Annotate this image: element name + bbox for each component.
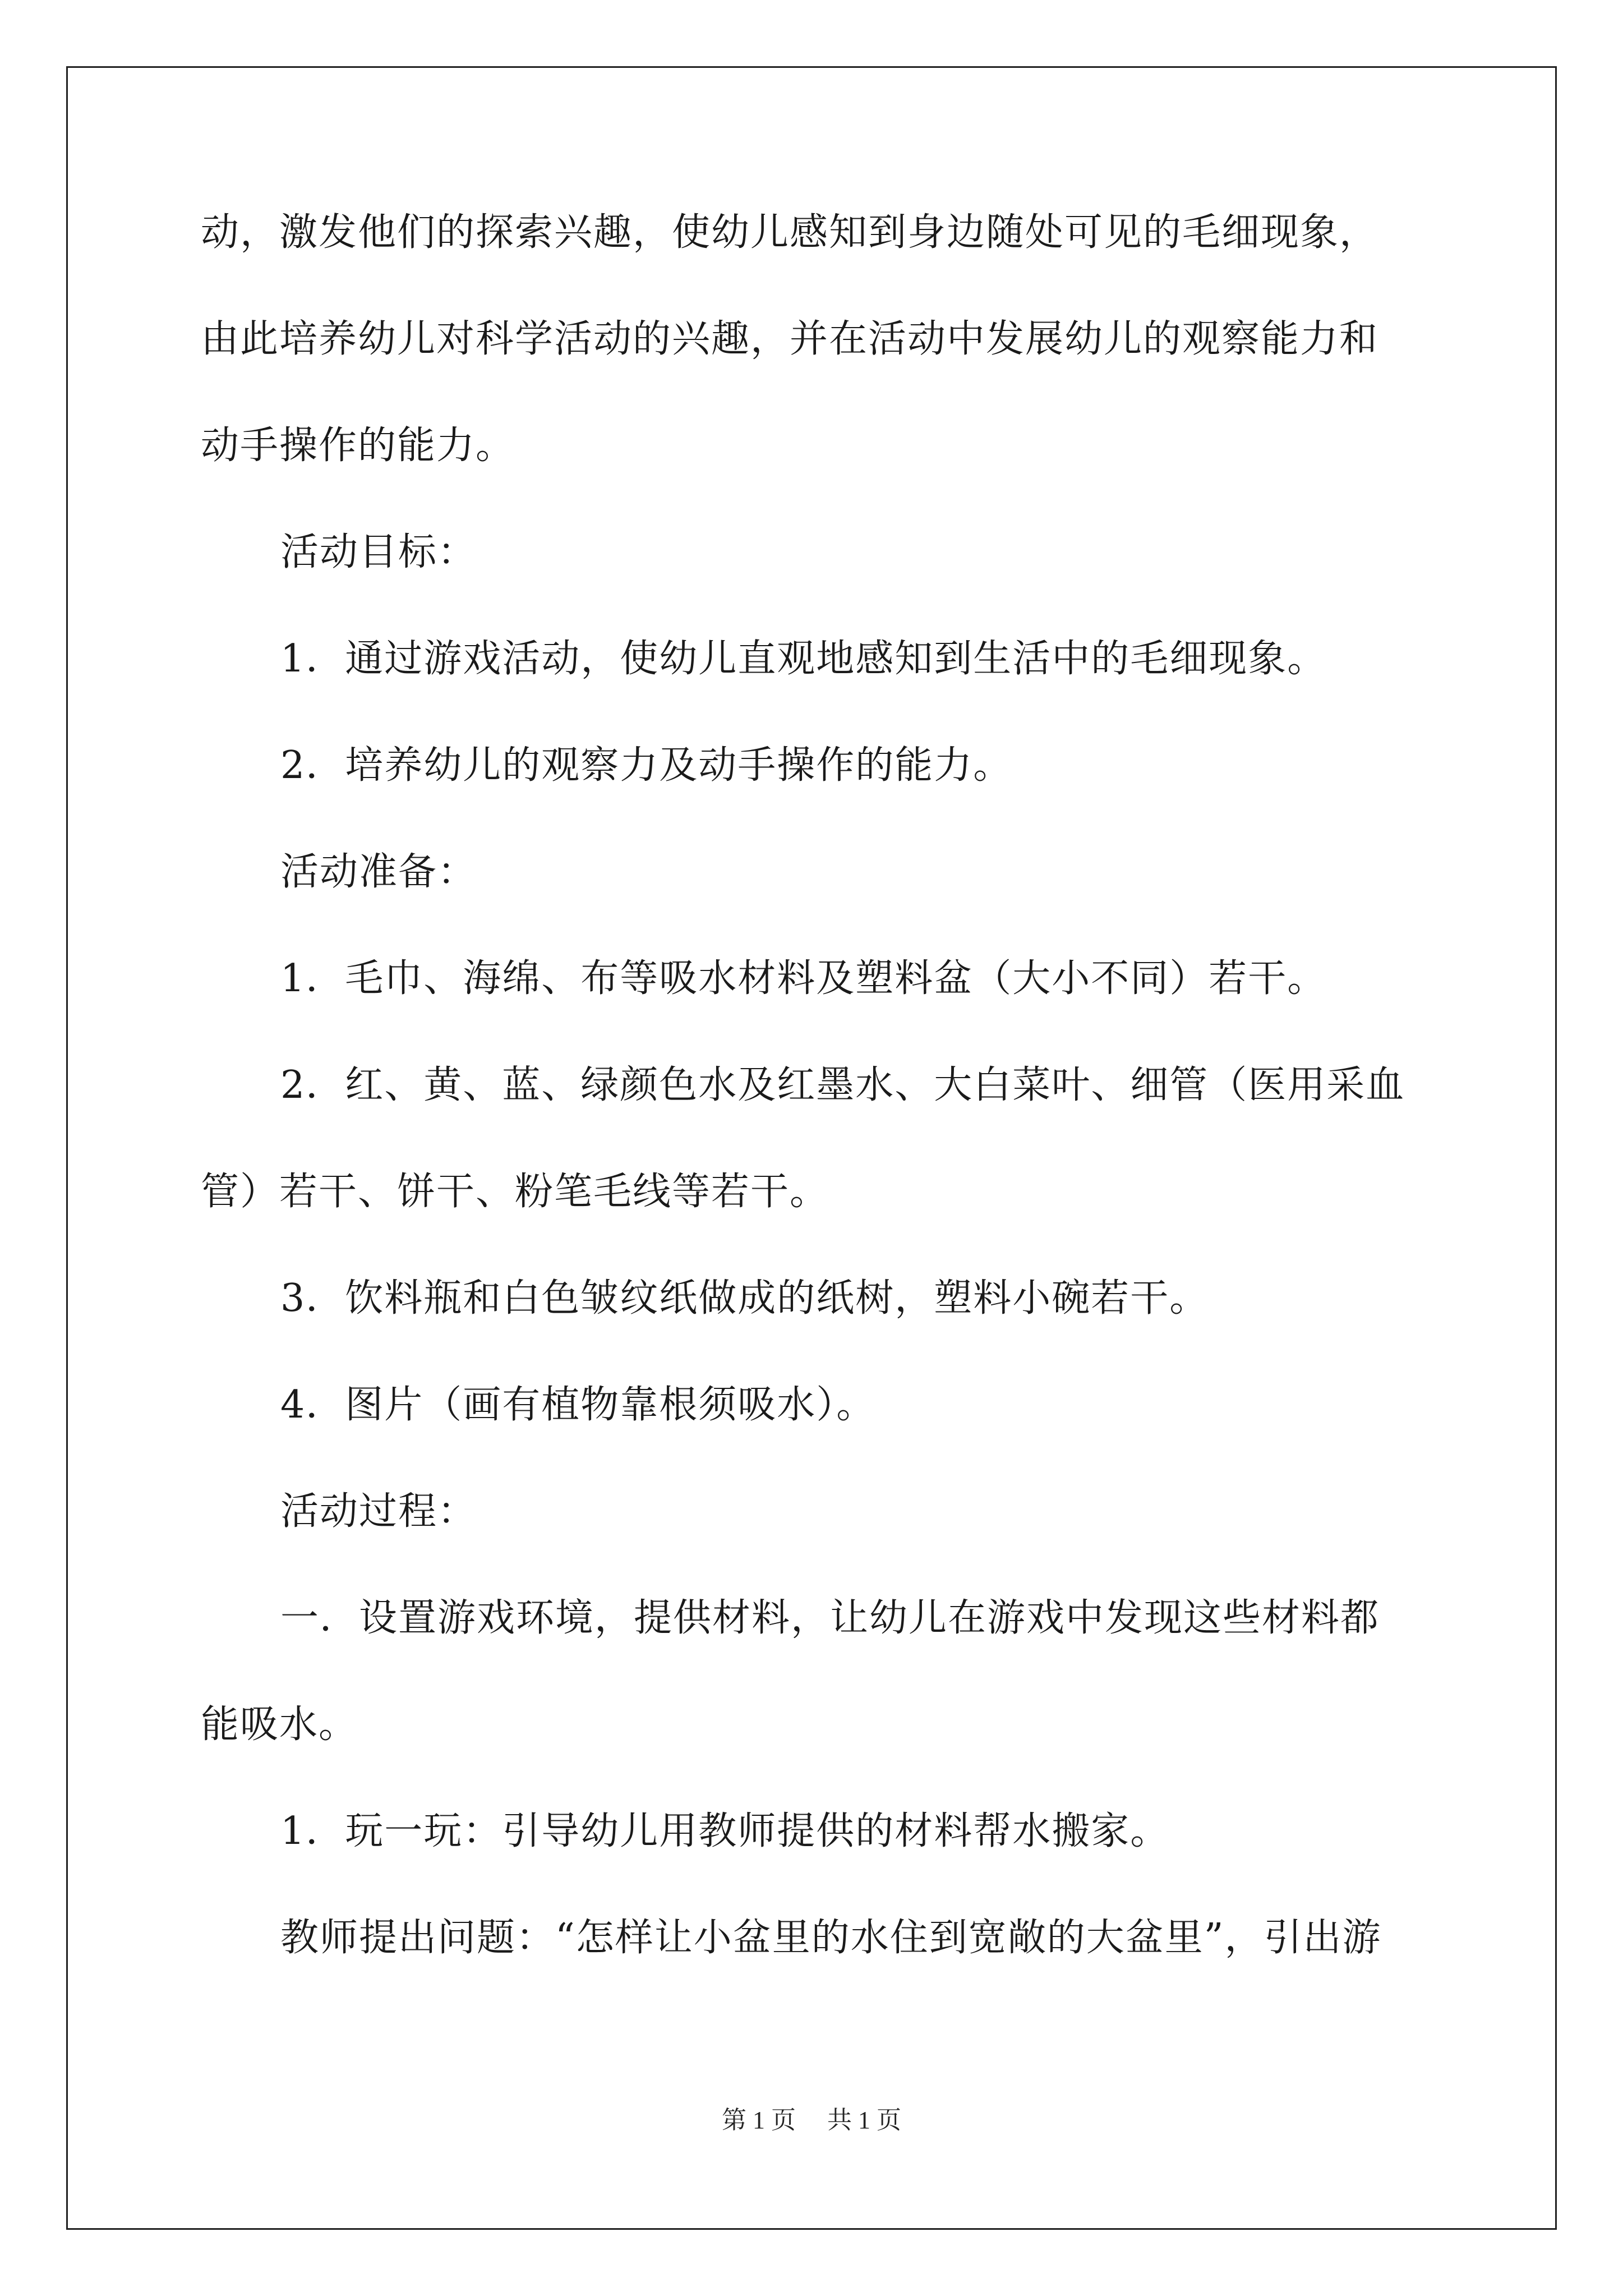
text-line: 动，激发他们的探索兴趣，使幼儿感知到身边随处可见的毛细现象， bbox=[201, 210, 1379, 255]
text-line: 1．毛巾、海绵、布等吸水材料及塑料盆（大小不同）若干。 bbox=[280, 956, 1327, 1001]
text-line: 管）若干、饼干、粉笔毛线等若干。 bbox=[201, 1170, 829, 1214]
text-line: 4．图片（画有植物靠根须吸水）。 bbox=[280, 1383, 876, 1427]
text-line: 2．红、黄、蓝、绿颜色水及红墨水、大白菜叶、细管（医用采血 bbox=[280, 1063, 1405, 1107]
text-line: 3．饮料瓶和白色皱纹纸做成的纸树，塑料小碗若干。 bbox=[280, 1276, 1209, 1320]
section-heading: 活动目标： bbox=[280, 530, 477, 574]
page-total: 共 1 页 bbox=[827, 2106, 901, 2134]
text-line: 动手操作的能力。 bbox=[201, 424, 515, 468]
document-body bbox=[201, 202, 1435, 2014]
text-line: 能吸水。 bbox=[201, 1703, 358, 1747]
section-heading: 活动过程： bbox=[280, 1489, 477, 1534]
text-line: 教师提出问题：“怎样让小盆里的水住到宽敞的大盆里”，引出游 bbox=[280, 1916, 1382, 1960]
text-line: 1．玩一玩：引导幼儿用教师提供的材料帮水搬家。 bbox=[280, 1809, 1170, 1853]
page-footer bbox=[0, 2104, 1623, 2137]
text-line: 由此培养幼儿对科学活动的兴趣，并在活动中发展幼儿的观察能力和 bbox=[201, 317, 1379, 361]
text-line: 1．通过游戏活动，使幼儿直观地感知到生活中的毛细现象。 bbox=[280, 637, 1327, 681]
text-line: 一．设置游戏环境，提供材料，让幼儿在游戏中发现这些材料都 bbox=[280, 1596, 1380, 1640]
page-number: 第 1 页 bbox=[722, 2106, 796, 2134]
section-heading: 活动准备： bbox=[280, 850, 477, 894]
text-line: 2．培养幼儿的观察力及动手操作的能力。 bbox=[280, 743, 1013, 788]
